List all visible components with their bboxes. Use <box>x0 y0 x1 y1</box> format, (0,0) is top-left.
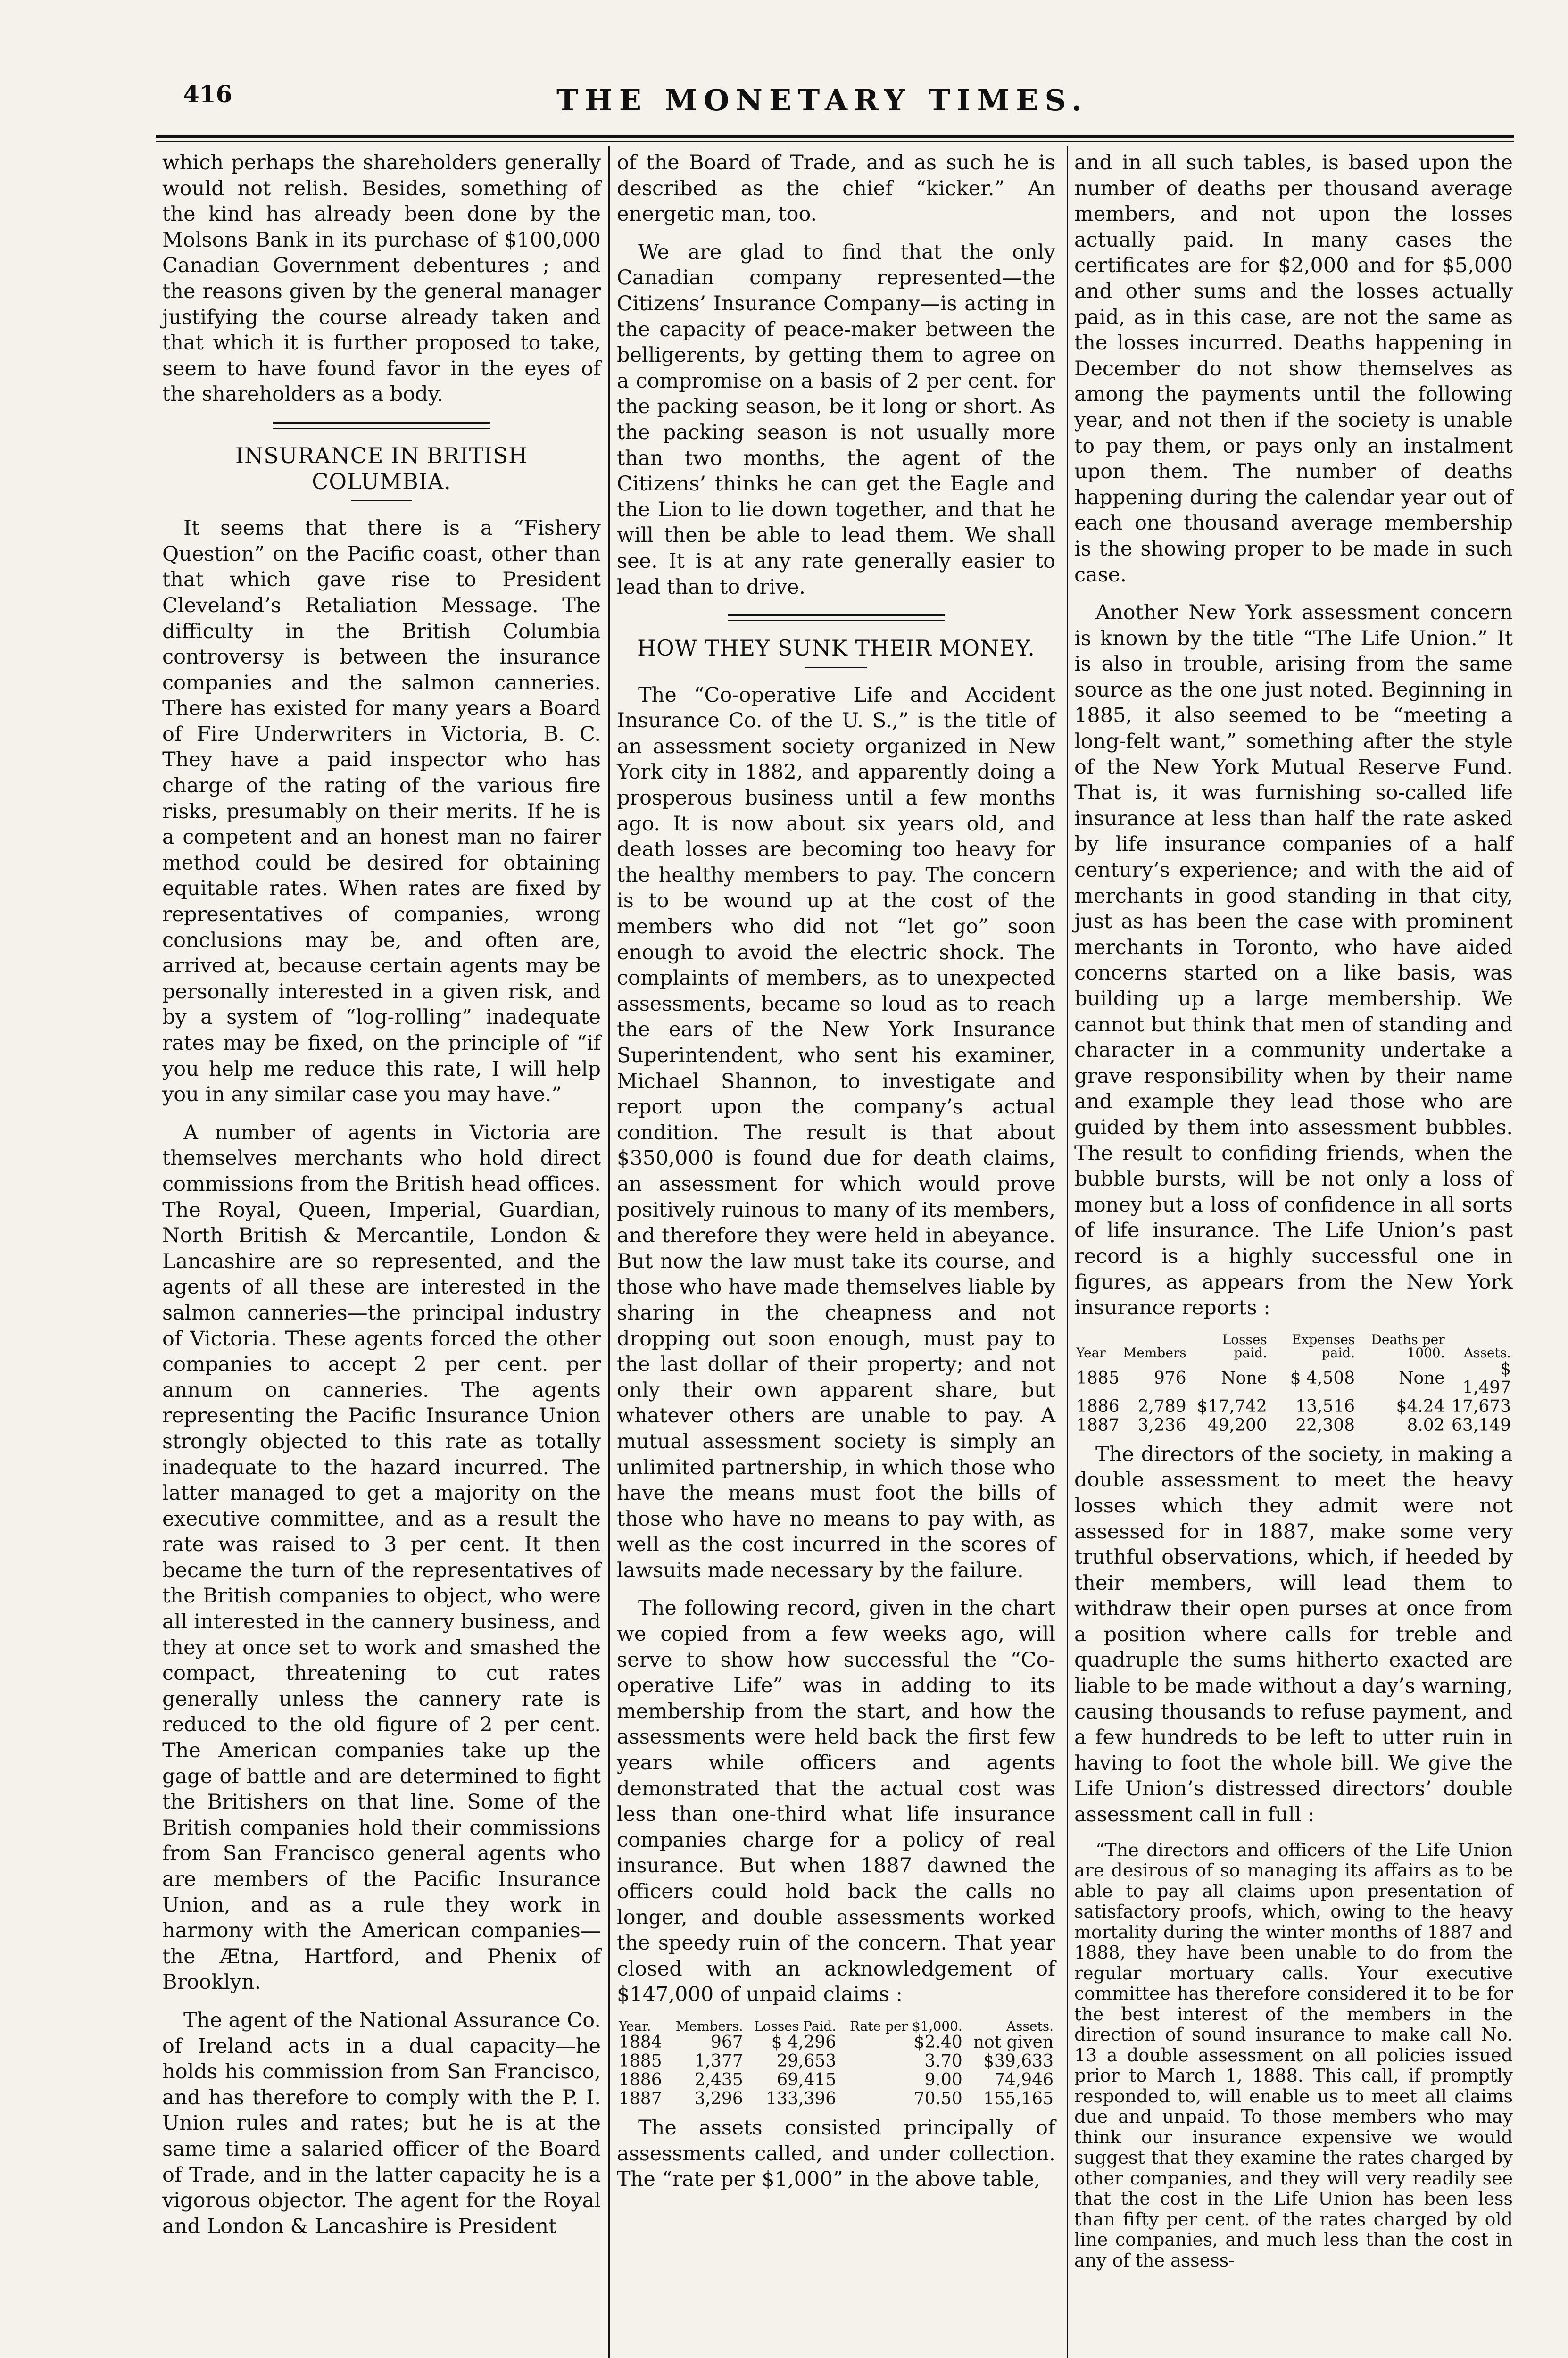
table-cell: $ 4,296 <box>771 2032 837 2052</box>
paragraph: The directors of the society, in making a double assessment to meet the heavy losses which they admit were not assessed for in 1887, make some very truthful observations, which, if heeded by their members, will lead them to withdraw their open purses at once from a position where calls for treble and quadruple the sums hitherto exacted are liable to be made without a day’s warning, causing thousands to refuse payment, and a few hundreds to be left to utter ruin in having to foot the whole bill. We give the Life Union’s distressed directors’ double assessment call in full : <box>1074 1442 1513 1827</box>
table-header-cell: Deaths per 1000. <box>1371 1331 1445 1361</box>
table-cell: None <box>1221 1368 1267 1388</box>
masthead-title: THE MONETARY TIMES. <box>556 83 1088 117</box>
table-cell: 1885 <box>1076 1368 1120 1388</box>
table-cell: $2.40 <box>913 2032 962 2052</box>
header-rule <box>156 135 1514 138</box>
table-header-cell: Year. <box>619 2018 651 2034</box>
table-cell: 9.00 <box>924 2070 962 2090</box>
paragraph: It seems that there is a “Fishery Question” on the Pacific coast, other than that which gave rise to President Cleveland’s Retaliation Message. The difficulty in the British Columbia controversy is between the insurance companies and the salmon canneries. There has existed for many years a Board of Fire Underwriters in Victoria, B. C. They have a paid inspector who has charge of the rating of the various fire risks, presumably on their merits. If he is a competent and an honest man no fairer method could be desired for obtaining equitable rates. When rates are fixed by representatives of companies, wrong conclusions may be, and often are, arrived at, because certain agents may be personally interested in a given risk, and by a system of “log-rolling” inadequate rates may be fixed, on the principle of “if you help me reduce this rate, I will help you in any similar case you may have.” <box>162 516 601 1107</box>
paragraph: The assets consisted principally of assessments called, and under collection. The “rate per $1,000” in the above table, <box>617 2116 1055 2192</box>
table-cell: 74,946 <box>994 2070 1054 2090</box>
header-rule-thin <box>156 141 1514 142</box>
section-divider <box>728 614 945 621</box>
table-cell: None <box>1398 1368 1445 1388</box>
column-divider <box>1067 146 1068 2358</box>
table-cell: 155,165 <box>983 2089 1054 2109</box>
table-cell: 2,435 <box>694 2070 743 2090</box>
article-heading: INSURANCE IN BRITISH COLUMBIA. <box>235 442 528 494</box>
paragraph: of the Board of Trade, and as such he is described as the chief “kicker.” An energetic man, too. <box>617 151 1055 226</box>
table-cell: 1887 <box>1076 1415 1120 1435</box>
column-2 <box>617 150 1055 2205</box>
paragraph: and in all such tables, is based upon the number of deaths per thousand average members, and not upon the losses actually paid. In many cases the certificates are for $2,000 and for $5,000 and other sums and the losses actually paid, as in this case, are not the same as the losses incurred. Deaths happening in December do not show themselves as among the payments until the following year, and not then if the society is unable to pay them, or pays only an instalment upon them. The number of deaths happening during the calendar year out of each one thousand average membership is the showing proper to be made in such case. <box>1074 151 1513 587</box>
paragraph: The following record, given in the chart we copied from a few weeks ago, will serve to show how successful the “Co-operative Life” was in adding to its membership from the start, and how the assessments were held back the first few years while officers and agents demonstrated that the actual cost was less than one-third what life insurance companies charge for a policy of real insurance. But when 1887 dawned the officers could hold back the calls no longer, and double assessments worked the speedy ruin of the concern. That year closed with an acknowledgement of $147,000 of unpaid claims : <box>617 1596 1055 2007</box>
table-cell: 29,653 <box>777 2051 837 2071</box>
table-header-cell: Members <box>1123 1345 1186 1361</box>
table-row <box>617 2090 1055 2109</box>
table-cell: 1885 <box>619 2051 662 2071</box>
table-header-cell: Assets. <box>1463 1345 1511 1361</box>
table-cell: $4.24 <box>1396 1396 1445 1416</box>
heading-rule <box>805 667 867 668</box>
paragraph: The agent of the National Assurance Co. of Ireland acts in a dual capacity—he holds his commission from San Francisco, and has therefore to comply with the P. I. Union rules and rates; but he is at the same time a salaried officer of the Board of Trade, and in the latter capacity he is a vigorous objector. The agent for the Royal and London & Lancashire is President <box>162 2008 601 2238</box>
table-row <box>1074 1397 1513 1416</box>
table-cell: 1886 <box>619 2070 662 2090</box>
table-header-row <box>1074 1333 1513 1360</box>
table-header-cell: Assets. <box>1006 2018 1054 2034</box>
table-row <box>617 2071 1055 2090</box>
table-cell: 976 <box>1153 1368 1186 1388</box>
column-3 <box>1074 150 1513 2283</box>
paragraph: The “Co-operative Life and Accident Insurance Co. of the U. S.,” is the title of an assessment society organized in New York city in 1882, and apparently doing a prosperous business until a few months ago. It is now about six years old, and death losses are becoming too heavy for the healthy members to pay. The concern is to be wound up at the cost of the members who did not “let go” soon enough to avoid the electric shock. The complaints of members, as to unexpected assessments, became so loud as to reach the ears of the New York Insurance Superintendent, who sent his examiner, Michael Shannon, to investigate and report upon the company’s actual condition. The result is that about $350,000 is found due for death claims, an assessment for which would prove positively ruinous to many of its members, and therefore they were held in abeyance. But now the law must take its course, and those who have made themselves liable by sharing in the cheapness and not dropping out soon enough, must pay to the last dollar of their property; and not only their own apparent share, but whatever others are unable to pay. A mutual assessment society is simply an unlimited partnership, in which those who have the means must foot the bills of those who have no means to pay with, as well as the cost incurred in the scores of lawsuits made necessary by the failure. <box>617 683 1055 1582</box>
table-header-cell: Rate per $1,000. <box>849 2018 962 2034</box>
table-header-cell: Losses Paid. <box>754 2018 837 2034</box>
table-cell: 8.02 <box>1407 1415 1445 1435</box>
table-header-cell: Year <box>1076 1345 1106 1361</box>
paragraph: Another New York assessment concern is known by the title “The Life Union.” It is also in trouble, arising from the same source as the one just noted. Beginning in 1885, it also seemed to be “meeting a long-felt want,” something after the style of the New York Mutual Reserve Fund. That is, it was furnishing so-called life insurance at less than half the rate asked by life insurance companies of a half century’s experience; and with the aid of merchants in good standing in that city, just as has been the case with prominent merchants in Toronto, who have aided concerns started on a like basis, was building up a large membership. We cannot but think that men of standing and character in a community undertake a grave responsibility when by their name and example they lead those who are guided by them into assessment bubbles. The result to confiding friends, when the bubble bursts, will be not only a loss of money but a loss of confidence in all sorts of life insurance. The Life Union’s past record is a highly successful one in figures, as appears from the New York insurance reports : <box>1074 601 1513 1320</box>
table-cell: 1884 <box>619 2032 662 2052</box>
table-cell: 1887 <box>619 2089 662 2109</box>
table-header-cell: Members. <box>675 2018 743 2034</box>
table-cell: $ 1,497 <box>1462 1359 1511 1397</box>
table-row <box>1074 1360 1513 1397</box>
table-cell: 70.50 <box>913 2089 962 2109</box>
table-header-cell: Expenses paid. <box>1292 1331 1355 1361</box>
heading-rule <box>351 500 412 501</box>
table-cell: 3,236 <box>1137 1415 1186 1435</box>
page-number: 416 <box>183 80 232 108</box>
table-cell: 1886 <box>1076 1396 1120 1416</box>
column-divider <box>608 146 610 2358</box>
table-row <box>617 2033 1055 2052</box>
table-row <box>617 2052 1055 2071</box>
table-cell: 3,296 <box>694 2089 743 2109</box>
table-cell: 63,149 <box>1452 1415 1511 1435</box>
table-cell: 13,516 <box>1295 1396 1355 1416</box>
paragraph: We are glad to find that the only Canadian company represented—the Citizens’ Insurance Company—is acting in the capacity of peace-maker between the belligerents, by getting them to agree on a compromise on a basis of 2 per cent. for the packing season, be it long or short. As the packing season is not usually more than two months, the agent of the Citizens’ thinks he can get the Eagle and the Lion to lie down together, and that he will then be able to lead them. We shall see. It is at any rate generally easier to lead than to drive. <box>617 240 1055 599</box>
table-cell: 967 <box>711 2032 743 2052</box>
table-cell: 17,673 <box>1452 1396 1511 1416</box>
table-cell: $39,633 <box>983 2051 1054 2071</box>
table-header-cell: Losses paid. <box>1222 1331 1267 1361</box>
cooperative-life-table <box>617 2020 1055 2109</box>
section-divider <box>273 422 490 429</box>
table-cell: 3.70 <box>924 2051 962 2071</box>
column-1 <box>162 150 601 2251</box>
article-heading: HOW THEY SUNK THEIR MONEY. <box>637 635 1036 661</box>
table-cell: 49,200 <box>1207 1415 1267 1435</box>
quoted-call: “The directors and officers of the Life Union are desirous of so managing its affairs as to be able to pay all claims upon presentation of satisfactory proofs, which, owing to the heavy mortality during the winter months of 1887 and 1888, they have been unable to do from the regular mortuary calls. Your executive committee has therefore considered it to be for the best interest of the members in the direction of sound insurance to make call No. 13 a double assessment on all policies issued prior to March 1, 1888. This call, if promptly responded to, will enable us to meet all claims due and unpaid. To those members who may think our insurance expensive we would suggest that they examine the rates charged by other companies, and they will very readily see that the cost in the Life Union has been less than fifty per cent. of the rates charged by old line companies, and much less than the cost in any of the assess- <box>1074 1839 1513 2271</box>
life-union-table <box>1074 1333 1513 1435</box>
paragraph: A number of agents in Victoria are themselves merchants who hold direct commissions from the British head offices. The Royal, Queen, Imperial, Guardian, North British & Mercantile, London & Lancashire are so represented, and the agents of all these are interested in the salmon canneries—the principal industry of Victoria. These agents forced the other companies to accept 2 per cent. per annum on canneries. The agents representing the Pacific Insurance Union strongly objected to this rate as totally inadequate to the hazard incurred. The latter managed to get a majority on the executive committee, and as a result the rate was raised to 3 per cent. It then became the turn of the representatives of the British companies to object, who were all interested in the cannery business, and they at once set to work and smashed the compact, threatening to cut rates generally unless the cannery rate is reduced to the old figure of 2 per cent. The American companies take up the gage of battle and are determined to fight the Britishers on that line. Some of the British companies hold their commissions from San Francisco general agents who are members of the Pacific Insurance Union, and as a rule they work in harmony with the American companies—the Ætna, Hartford, and Phenix of Brooklyn. <box>162 1121 601 1994</box>
paragraph: which perhaps the shareholders generally would not relish. Besides, something of the kind has already been done by the Molsons Bank in its purchase of $100,000 Canadian Government debentures ; and the reasons given by the general manager justifying the course already taken and that which it is further proposed to take, seem to have found favor in the eyes of the shareholders as a body. <box>162 151 601 407</box>
table-cell: 22,308 <box>1295 1415 1355 1435</box>
table-row <box>1074 1416 1513 1435</box>
table-header-row <box>617 2020 1055 2033</box>
table-cell: 1,377 <box>694 2051 743 2071</box>
table-cell: 2,789 <box>1137 1396 1186 1416</box>
table-cell: 133,396 <box>766 2089 837 2109</box>
table-cell: 69,415 <box>777 2070 837 2090</box>
table-cell: not given <box>973 2032 1054 2052</box>
table-cell: $17,742 <box>1196 1396 1267 1416</box>
table-cell: $ 4,508 <box>1290 1368 1355 1388</box>
